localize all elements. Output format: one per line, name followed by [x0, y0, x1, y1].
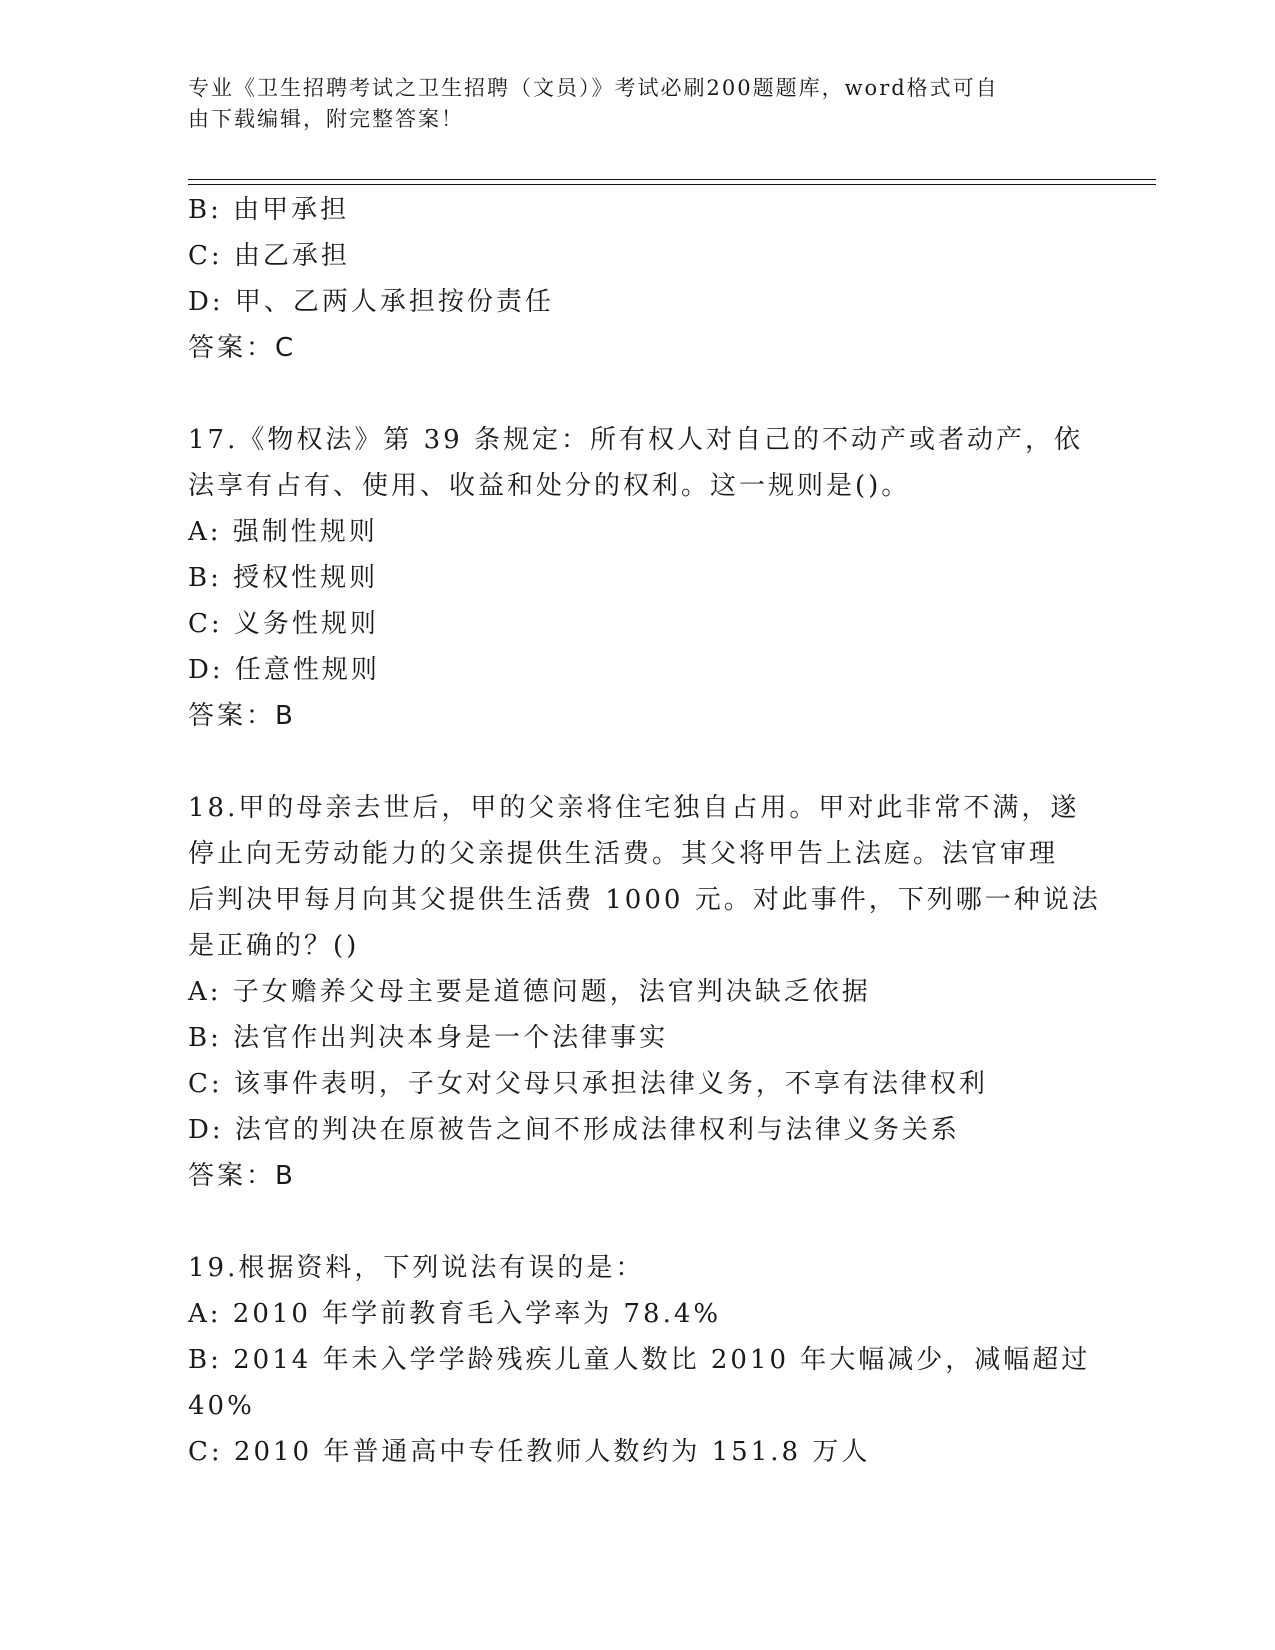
question-text-line: 停止向无劳动能力的父亲提供生活费。其父将甲告上法庭。法官审理: [188, 839, 1059, 869]
question-text-line: 后判决甲每月向其父提供生活费 1000 元。对此事件，下列哪一种说法: [188, 885, 1101, 915]
spacer: [188, 1199, 1088, 1245]
question-18: [188, 785, 1101, 1199]
option-d: D: 法官的判决在原被告之间不形成法律权利与法律义务关系: [188, 1115, 960, 1145]
option-b: B: 2014 年未入学学龄残疾儿童人数比 2010 年大幅减少，减幅超过: [188, 1345, 1091, 1375]
question-text-line: 19.根据资料，下列说法有误的是：: [188, 1253, 645, 1283]
option-d: D: 任意性规则: [188, 655, 380, 685]
header-divider-bottom: [188, 184, 1156, 185]
option-b: B: 法官作出判决本身是一个法律事实: [188, 1023, 669, 1053]
option-a: A: 强制性规则: [188, 517, 378, 547]
header-line-2: 由下载编辑，附完整答案！: [188, 107, 464, 131]
question-text-line: 是正确的？(): [188, 931, 360, 961]
question-text-line: 法享有占有、使用、收益和处分的权利。这一规则是()。: [188, 471, 911, 501]
option-a: A: 2010 年学前教育毛入学率为 78.4%: [188, 1299, 722, 1329]
spacer: [188, 739, 1088, 785]
question-19: [188, 1245, 1091, 1475]
question-text-line: 17.《物权法》第 39 条规定：所有权人对自己的不动产或者动产，依: [188, 425, 1083, 455]
answer: 答案：B: [188, 701, 296, 731]
answer: 答案：B: [188, 1161, 296, 1191]
option-c: C: 该事件表明，子女对父母只承担法律义务，不享有法律权利: [188, 1069, 988, 1099]
option-b: B: 由甲承担: [188, 195, 350, 225]
question-16-tail: [188, 187, 1088, 371]
header-divider-top: [188, 179, 1156, 180]
option-d: D: 甲、乙两人承担按份责任: [188, 287, 554, 317]
spacer: [188, 371, 1088, 417]
option-c: C: 2010 年普通高中专任教师人数约为 151.8 万人: [188, 1437, 871, 1467]
option-c: C: 由乙承担: [188, 241, 350, 271]
option-b: B: 授权性规则: [188, 563, 379, 593]
document-body: [188, 187, 1101, 1475]
option-c: C: 义务性规则: [188, 609, 379, 639]
header-line-1: 专业《卫生招聘考试之卫生招聘（文员）》考试必刷200题题库，word格式可自: [188, 76, 999, 100]
document-header: [188, 73, 1088, 135]
option-b-continuation: 40%: [188, 1391, 255, 1421]
option-a: A: 子女赡养父母主要是道德问题，法官判决缺乏依据: [188, 977, 871, 1007]
question-text-line: 18.甲的母亲去世后，甲的父亲将住宅独自占用。甲对此非常不满，遂: [188, 793, 1080, 823]
question-17: [188, 417, 1088, 739]
answer: 答案：C: [188, 333, 297, 363]
